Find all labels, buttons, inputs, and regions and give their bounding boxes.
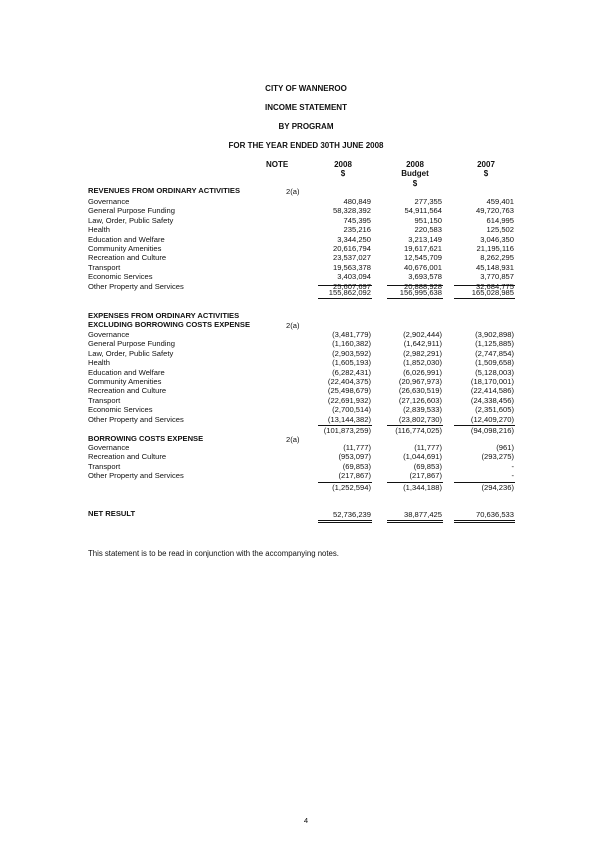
revenues-row-value-budget: 54,911,564 xyxy=(404,206,442,216)
expenses-row-value-budget: (1,852,030) xyxy=(403,358,442,368)
expenses-row-value-2007: (12,409,270) xyxy=(470,414,514,424)
expenses-row-value-2008: (3,481,779) xyxy=(332,330,371,339)
expenses-row-value-2008: (2,903,592) xyxy=(332,348,371,358)
revenues-row-value-2007: 45,148,931 xyxy=(475,262,514,272)
revenues-row-value-2008: 58,328,392 xyxy=(332,206,371,216)
revenues-row-value-2008: 25,607,697 xyxy=(332,281,371,291)
net-double-line-c3a xyxy=(454,520,515,521)
col-2007-unit: $ xyxy=(483,169,489,179)
expenses-row-label: Education and Welfare xyxy=(88,367,165,377)
borrowing-note: 2(a) xyxy=(286,435,300,444)
revenues-total-budget: 156,995,638 xyxy=(399,288,442,297)
expenses-row-value-2008: (22,404,375) xyxy=(327,377,371,386)
revenues-row-value-2007: 32,684,775 xyxy=(475,281,514,291)
revenues-total-line-c2 xyxy=(387,298,443,299)
borrowing-row-value-2008: (11,777) xyxy=(343,443,371,452)
expenses-row-value-2007: (18,170,001) xyxy=(470,377,514,386)
expenses-row-label: Other Property and Services xyxy=(88,414,184,424)
note-column-heading: NOTE xyxy=(266,160,289,169)
expenses-row-value-2007: (2,351,605) xyxy=(475,405,514,415)
net-double-line-c1a xyxy=(318,520,372,521)
expenses-row-value-2007: (1,509,658) xyxy=(475,358,514,368)
revenues-title: REVENUES FROM ORDINARY ACTIVITIES xyxy=(88,186,241,195)
revenues-row-value-2007: 459,401 xyxy=(486,197,514,206)
revenues-row-label: Other Property and Services xyxy=(88,281,184,291)
revenues-subtotal-line-c3 xyxy=(454,285,515,286)
revenues-row-label: Economic Services xyxy=(88,272,153,282)
expenses-row-value-2008: (25,498,679) xyxy=(327,386,371,396)
period-title: FOR THE YEAR ENDED 30TH JUNE 2008 xyxy=(228,141,384,150)
revenues-total-line-c1 xyxy=(318,298,372,299)
revenues-row-label: Health xyxy=(88,225,110,235)
expenses-row-value-budget: (2,982,291) xyxy=(403,348,442,358)
expenses-row-label: Transport xyxy=(88,395,121,405)
revenues-row-value-2007: 125,502 xyxy=(486,225,514,235)
borrowing-row-value-budget: (11,777) xyxy=(414,443,442,452)
expenses-row-value-2008: (2,700,514) xyxy=(332,405,371,415)
col-budget-unit: $ xyxy=(412,178,418,188)
expenses-row-value-budget: (20,967,973) xyxy=(398,377,442,386)
net-result-label: NET RESULT xyxy=(88,509,136,518)
expenses-total-2007: (94,098,216) xyxy=(470,426,514,435)
borrowing-row-value-2007: (961) xyxy=(496,443,514,452)
borrowing-title: BORROWING COSTS EXPENSE xyxy=(88,434,204,443)
revenues-row-value-budget: 951,150 xyxy=(414,215,442,225)
col-2008-year: 2008 xyxy=(334,160,352,169)
statement-title: INCOME STATEMENT xyxy=(265,103,347,112)
expenses-title: EXPENSES FROM ORDINARY ACTIVITIES xyxy=(88,311,240,320)
borrowing-row-label: Governance xyxy=(88,443,130,452)
expenses-row-label: Economic Services xyxy=(88,405,153,415)
net-result-2007: 70,636,533 xyxy=(475,510,514,519)
net-double-line-c1b xyxy=(318,522,372,523)
revenues-row-label: Education and Welfare xyxy=(88,234,165,244)
revenues-row-value-2007: 21,195,116 xyxy=(476,244,514,253)
col-2008-budget-heading xyxy=(391,160,439,188)
expenses-total-2008: (101,873,259) xyxy=(323,426,371,435)
expenses-row-value-2007: (24,338,456) xyxy=(470,395,514,405)
expenses-row-label: General Purpose Funding xyxy=(88,339,175,349)
net-result-2008: 52,736,239 xyxy=(332,510,371,519)
revenues-row-label: Community Amenities xyxy=(88,244,162,253)
expenses-row-label: Law, Order, Public Safety xyxy=(88,348,174,358)
expenses-row-label: Governance xyxy=(88,330,130,339)
expenses-row-value-budget: (2,839,533) xyxy=(403,405,442,415)
borrowing-total-2008: (1,252,594) xyxy=(332,483,371,492)
borrowing-row-value-2007: (293,275) xyxy=(481,452,514,462)
col-2008-unit: $ xyxy=(340,169,346,179)
expenses-row-label: Community Amenities xyxy=(88,377,162,386)
revenues-row-value-2007: 614,995 xyxy=(486,215,514,225)
revenues-row-value-budget: 3,693,578 xyxy=(408,272,442,282)
expenses-row-value-budget: (26,630,519) xyxy=(398,386,442,396)
revenues-row-value-budget: 220,583 xyxy=(414,225,442,235)
expenses-total-budget: (116,774,025) xyxy=(395,426,442,435)
expenses-row-value-2007: (3,902,898) xyxy=(475,330,514,339)
borrowing-row-label: Recreation and Culture xyxy=(88,452,167,462)
col-budget-year: 2008 xyxy=(406,160,424,169)
revenues-row-label: Transport xyxy=(88,262,121,272)
borrowing-row-value-budget: (1,044,691) xyxy=(403,452,442,462)
net-result-budget: 38,877,425 xyxy=(403,510,442,519)
col-2008-actual-heading xyxy=(319,160,367,179)
revenues-total-line-c3 xyxy=(454,298,515,299)
expenses-row-value-2008: (13,144,382) xyxy=(327,414,371,424)
revenues-row-value-2007: 8,262,295 xyxy=(480,253,514,263)
borrowing-total-budget: (1,344,188) xyxy=(403,483,442,492)
expenses-row-label: Recreation and Culture xyxy=(88,386,167,396)
revenues-row-value-budget: 40,676,001 xyxy=(403,262,442,272)
expenses-row-value-2008: (1,605,193) xyxy=(332,358,371,368)
expenses-row-value-2007: (2,747,854) xyxy=(475,348,514,358)
revenues-row-value-2007: 49,720,763 xyxy=(475,206,514,216)
revenues-row-value-budget: 20,888,928 xyxy=(403,281,442,291)
expenses-row-value-2008: (22,691,932) xyxy=(327,395,371,405)
revenues-row-label: Law, Order, Public Safety xyxy=(88,215,174,225)
borrowing-row-value-2008: (217,867) xyxy=(338,471,371,481)
revenues-row-value-2008: 20,616,794 xyxy=(332,244,371,253)
borrowing-row-value-2007: - xyxy=(511,471,514,481)
revenues-row-value-2008: 480,849 xyxy=(343,197,371,206)
borrowing-row-value-2008: (69,853) xyxy=(342,461,371,471)
revenues-row-value-budget: 277,355 xyxy=(414,197,442,206)
revenues-row-label: Recreation and Culture xyxy=(88,253,167,263)
borrowing-row-label: Other Property and Services xyxy=(88,471,184,481)
expenses-row-value-2007: (1,125,885) xyxy=(475,339,514,349)
revenues-row-value-2008: 745,395 xyxy=(343,215,371,225)
revenues-total-2007: 165,028,985 xyxy=(471,288,514,297)
expenses-row-value-budget: (27,126,603) xyxy=(398,395,442,405)
revenues-row-label: Governance xyxy=(88,197,130,206)
col-2007-year: 2007 xyxy=(477,160,495,169)
borrowing-row-value-2008: (953,097) xyxy=(338,452,371,462)
revenues-row-value-2008: 235,216 xyxy=(343,225,371,235)
expenses-row-label: Health xyxy=(88,358,110,368)
borrowing-row-value-budget: (69,853) xyxy=(413,461,442,471)
expenses-row-value-2007: (22,414,586) xyxy=(470,386,514,396)
revenues-row-value-2008: 3,344,250 xyxy=(337,234,371,244)
revenues-row-value-budget: 19,617,621 xyxy=(403,244,442,253)
revenues-row-value-2007: 3,770,857 xyxy=(480,272,514,282)
revenues-subtotal-line-c2 xyxy=(387,285,443,286)
borrowing-row-label: Transport xyxy=(88,461,121,471)
revenues-row-label: General Purpose Funding xyxy=(88,206,175,216)
expenses-row-value-budget: (1,642,911) xyxy=(403,339,442,349)
revenues-row-value-2008: 23,537,027 xyxy=(332,253,371,263)
revenues-total-2008: 155,862,092 xyxy=(328,288,371,297)
expenses-row-value-2007: (5,128,003) xyxy=(475,367,514,377)
revenues-subtotal-line-c1 xyxy=(318,285,372,286)
expenses-row-value-2008: (1,160,382) xyxy=(332,339,371,349)
net-double-line-c2a xyxy=(387,520,443,521)
borrowing-total-2007: (294,236) xyxy=(481,483,514,492)
footnote: This statement is to be read in conjunction with the accompanying notes. xyxy=(88,549,339,558)
revenues-row-value-budget: 3,213,149 xyxy=(408,234,442,244)
net-double-line-c3b xyxy=(454,522,515,523)
org-name: CITY OF WANNEROO xyxy=(265,84,347,93)
revenues-row-value-2008: 3,403,094 xyxy=(337,272,371,282)
statement-subtitle: BY PROGRAM xyxy=(278,122,334,131)
revenues-row-value-budget: 12,545,709 xyxy=(403,253,442,263)
revenues-row-value-2007: 3,046,350 xyxy=(480,234,514,244)
col-budget-label: Budget xyxy=(401,169,429,179)
borrowing-row-value-budget: (217,867) xyxy=(409,471,442,481)
expenses-row-value-budget: (2,902,444) xyxy=(403,330,442,339)
expenses-note: 2(a) xyxy=(286,321,300,330)
col-2007-heading xyxy=(462,160,510,179)
expenses-row-value-budget: (6,026,991) xyxy=(403,367,442,377)
revenues-row-value-2008: 19,563,378 xyxy=(332,262,371,272)
net-double-line-c2b xyxy=(387,522,443,523)
expenses-row-value-budget: (23,802,730) xyxy=(398,414,442,424)
expenses-row-value-2008: (6,282,431) xyxy=(332,367,371,377)
borrowing-row-value-2007: - xyxy=(511,461,514,471)
expenses-subtitle: EXCLUDING BORROWING COSTS EXPENSE xyxy=(88,320,251,329)
page-number: 4 xyxy=(303,816,309,825)
revenues-note: 2(a) xyxy=(286,187,300,196)
